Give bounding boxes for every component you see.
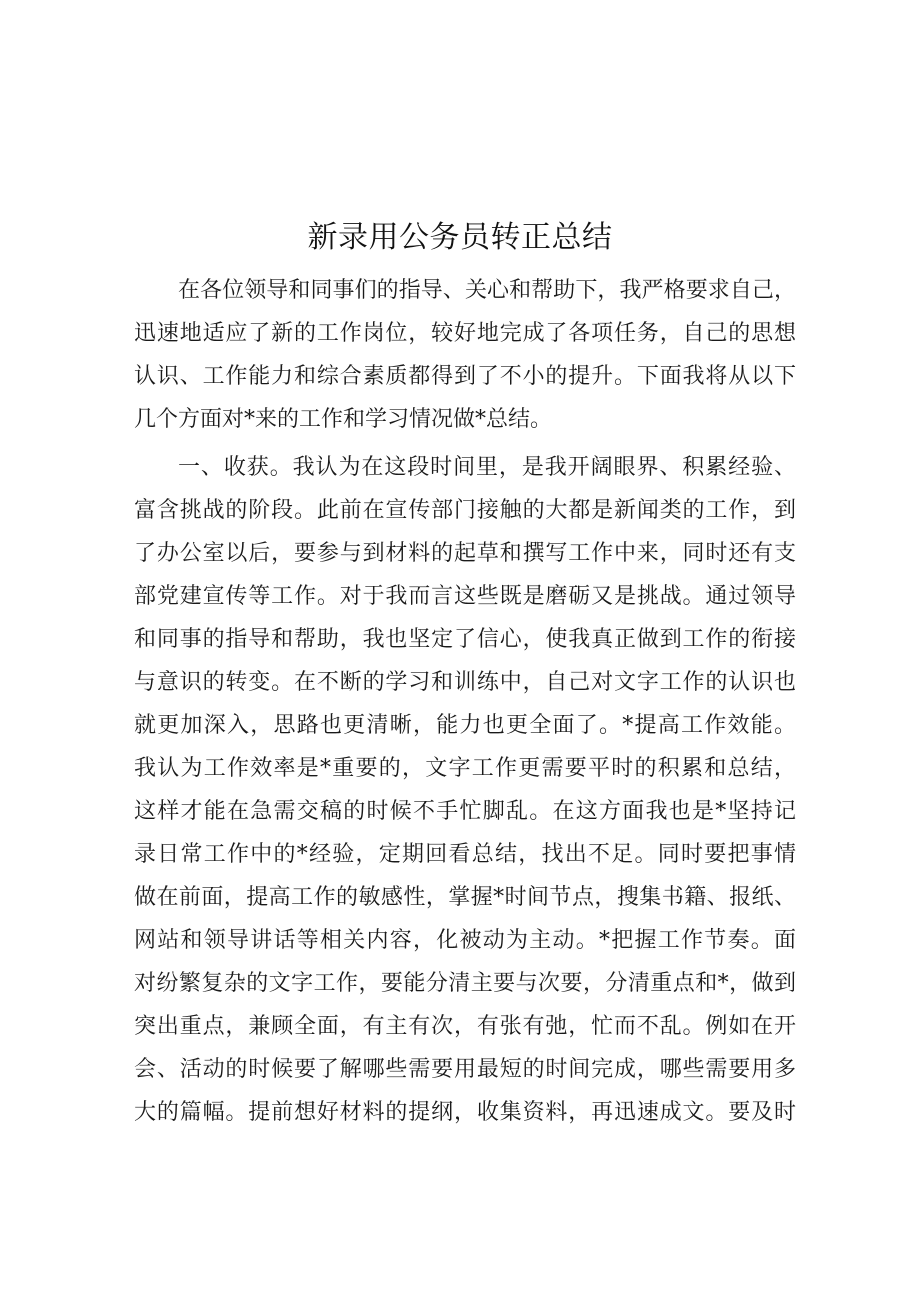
text-line: 和同事的指导和帮助，我也坚定了信心，使我真正做到工作的衔接 — [134, 627, 796, 652]
paragraph-intro — [134, 269, 796, 441]
text-line: 一、收获。我认为在这段时间里，是我开阔眼界、积累经验、 — [178, 455, 796, 480]
text-line: 认识、工作能力和综合素质都得到了不小的提升。下面我将从以下 — [134, 364, 796, 389]
text-line: 这样才能在急需交稿的时候不手忙脚乱。在这方面我也是*坚持记 — [134, 799, 796, 824]
text-line: 大的篇幅。提前想好材料的提纲，收集资料，再迅速成文。要及时 — [134, 1100, 796, 1125]
text-line: 就更加深入，思路也更清晰，能力也更全面了。*提高工作效能。 — [134, 713, 796, 738]
text-line: 与意识的转变。在不断的学习和训练中，自己对文字工作的认识也 — [134, 670, 796, 695]
text-line: 几个方面对*来的工作和学习情况做*总结。 — [134, 407, 553, 432]
text-line: 网站和领导讲话等相关内容，化被动为主动。*把握工作节奏。面 — [134, 928, 796, 953]
text-line: 富含挑战的阶段。此前在宣传部门接触的大都是新闻类的工作，到 — [134, 498, 796, 523]
text-line: 会、活动的时候要了解哪些需要用最短的时间完成，哪些需要用多 — [134, 1057, 796, 1082]
text-line: 我认为工作效率是*重要的，文字工作更需要平时的积累和总结， — [134, 756, 796, 781]
text-line: 对纷繁复杂的文字工作，要能分清主要与次要，分清重点和*，做到 — [134, 971, 796, 996]
text-line: 部党建宣传等工作。对于我而言这些既是磨砺又是挑战。通过领导 — [134, 584, 796, 609]
text-line: 了办公室以后，要参与到材料的起草和撰写工作中来，同时还有支 — [134, 541, 796, 566]
text-line: 录日常工作中的*经验，定期回看总结，找出不足。同时要把事情 — [134, 842, 796, 867]
text-line: 做在前面，提高工作的敏感性，掌握*时间节点，搜集书籍、报纸、 — [134, 885, 796, 910]
paragraph-gains — [134, 446, 796, 1134]
document-title: 新录用公务员转正总结 — [307, 220, 613, 255]
text-line: 突出重点，兼顾全面，有主有次，有张有弛，忙而不乱。例如在开 — [134, 1014, 796, 1039]
text-line: 迅速地适应了新的工作岗位，较好地完成了各项任务，自己的思想 — [134, 321, 796, 346]
text-line: 在各位领导和同事们的指导、关心和帮助下，我严格要求自己， — [178, 278, 796, 303]
